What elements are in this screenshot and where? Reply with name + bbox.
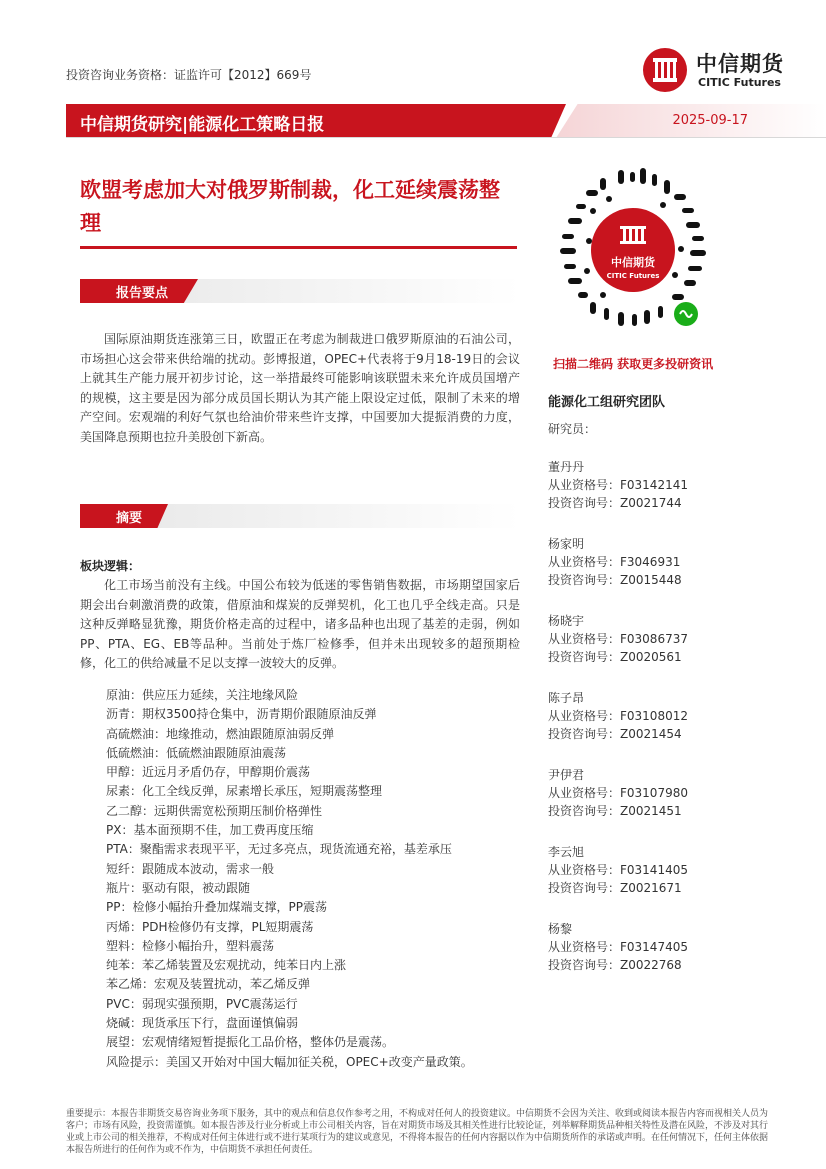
analyst-name: 杨晓宇 (548, 614, 585, 628)
analyst-entry (548, 920, 748, 974)
key-points-text: 国际原油期货连涨第三日，欧盟正在考虑为制裁进口俄罗斯原油的石油公司，市场担心这会带来供给端的扰动。彭博报道，OPEC+代表将于9月18-19日的会议上就其生产能力展开初步讨论，这一举措最终可能影响该联盟未来允许成员国增产的规模，这主要是因为部分成员国长期认为其产能上限设定过低，限制了未来的增产空间。宏观端的利好气氛也给油价带来些许支撑，中国要加大提振消费的力度，美国降息预期也拉升美股创下新高。 (80, 332, 520, 444)
report-banner (66, 104, 826, 138)
list-item: 纯苯：苯乙烯装置及宏观扰动，纯苯日内上涨 (106, 958, 347, 973)
list-item: PTA：聚酯需求表现平平，无过多亮点，现货流通充裕，基差承压 (106, 842, 452, 857)
section-tag-key-points (80, 279, 520, 303)
list-item: 瓶片：驱动有限，被动跟随 (106, 880, 251, 895)
qr-logo-en: CITIC Futures (606, 272, 660, 280)
analyst-advisory-id: 投资咨询号：Z0021454 (548, 727, 682, 741)
analyst-practice-id: 从业资格号：F03107980 (548, 786, 688, 800)
analyst-practice-id: 从业资格号：F3046931 (548, 555, 681, 569)
report-date: 2025-09-17 (672, 113, 748, 128)
analyst-name: 董丹丹 (548, 460, 585, 474)
list-item: 尿素：化工全线反弹，尿素增长承压，短期震荡整理 (106, 784, 383, 799)
report-series-title: 中信期货研究|能源化工策略日报 (80, 115, 325, 135)
sector-logic-heading: 板块逻辑： (80, 559, 141, 573)
analyst-entry (548, 843, 748, 897)
analyst-advisory-id: 投资咨询号：Z0021744 (548, 496, 682, 510)
product-view-list (106, 686, 526, 1072)
list-item: 高硫燃油：地缘推动，燃油跟随原油弱反弹 (106, 726, 335, 741)
analyst-entry (548, 535, 748, 589)
list-item: 原油：供应压力延续，关注地缘风险 (106, 688, 299, 702)
list-item: 展望：宏观情绪短暂提振化工品价格，整体仍是震荡。 (106, 1035, 395, 1050)
analyst-entry (548, 766, 748, 820)
qr-logo-cn: 中信期货 (611, 256, 655, 269)
headline: 欧盟考虑加大对俄罗斯制裁，化工延续震荡整理 (80, 178, 500, 235)
list-item: PX：基本面预期不佳，加工费再度压缩 (106, 823, 314, 838)
section-label-summary: 摘要 (116, 511, 143, 526)
analyst-practice-id: 从业资格号：F03142141 (548, 478, 688, 492)
logo-en: CITIC Futures (698, 76, 781, 89)
license-text: 投资咨询业务资格：证监许可【2012】669号 (66, 68, 312, 82)
headline-rule (80, 246, 517, 249)
section-label-key-points: 报告要点 (116, 286, 169, 301)
analyst-practice-id: 从业资格号：F03141405 (548, 863, 688, 877)
list-item: 风险提示：美国又开始对中国大幅加征关税，OPEC+改变产量政策。 (106, 1054, 473, 1069)
analyst-entry (548, 458, 748, 512)
list-item: 烧碱：现货承压下行，盘面谨慎偏弱 (106, 1016, 299, 1031)
analyst-advisory-id: 投资咨询号：Z0021451 (548, 804, 682, 818)
mini-program-qr-code[interactable] (560, 168, 706, 338)
company-logo (640, 46, 810, 94)
analyst-entry (548, 612, 748, 666)
analyst-advisory-id: 投资咨询号：Z0021671 (548, 881, 682, 895)
list-item: 甲醇：近远月矛盾仍存，甲醇期价震荡 (106, 765, 311, 780)
list-item: 乙二醇：远期供需宽松预期压制价格弹性 (106, 803, 323, 818)
list-item: PP：检修小幅抬升叠加煤端支撑，PP震荡 (106, 900, 327, 915)
list-item: PVC：弱现实强预期，PVC震荡运行 (106, 996, 298, 1011)
analyst-list (548, 458, 748, 997)
list-item: 低硫燃油：低硫燃油跟随原油震荡 (106, 745, 287, 760)
qr-caption: 扫描二维码 获取更多投研资讯 (553, 357, 714, 371)
analyst-name: 尹伊君 (548, 768, 585, 782)
list-item: 塑料：检修小幅抬升，塑料震荡 (106, 938, 275, 953)
list-item: 短纤：跟随成本波动，需求一般 (106, 861, 275, 876)
list-item: 苯乙烯：宏观及装置扰动，苯乙烯反弹 (106, 977, 311, 992)
analyst-practice-id: 从业资格号：F03147405 (548, 940, 688, 954)
disclaimer-footer: 重要提示：本报告非期货交易咨询业务项下服务，其中的观点和信息仅作参考之用，不构成对任何人的投资建议。中信期货不会因为关注、收到或阅读本报告内容而视相关人员为客户；市场有风险，投资需谨慎。如本报告涉及行业分析或上市公司相关内容，旨在对期货市场及其相关性进行比较论证，列举解释期货品种相关特性及潜在风险，不涉及对其行业或上市公司的相关推荐，不构成对任何主体进行或不进行某项行为的建议或意见，不得将本报告的任何内容据以作为中信期货所作的承诺或声明。在任何情况下，任何主体依据本报告所进行的任何作为或不作为，中信期货不承担任何责任。 (66, 1109, 769, 1155)
logo-cn: 中信期货 (696, 52, 784, 76)
analyst-practice-id: 从业资格号：F03108012 (548, 709, 688, 723)
summary-intro: 化工市场当前没有主线。中国公布较为低迷的零售销售数据，市场期望国家后期会出台刺激消费的政策，借原油和煤炭的反弹契机，化工也几乎全线走高。只是这种反弹略显犹豫，期货价格走高的过程中，诸多品种也出现了基差的走弱，例如PP、PTA、EG、EB等品种。当前处于炼厂检修季，但并未出现较多的超预期检修，化工的供给减量不足以支撑一波较大的反弹。 (80, 578, 520, 670)
analyst-name: 杨家明 (548, 537, 585, 551)
analyst-advisory-id: 投资咨询号：Z0020561 (548, 650, 682, 664)
analyst-advisory-id: 投资咨询号：Z0022768 (548, 958, 682, 972)
team-title: 能源化工组研究团队 (548, 395, 666, 410)
analyst-entry (548, 689, 748, 743)
analyst-advisory-id: 投资咨询号：Z0015448 (548, 573, 682, 587)
citic-logo-icon (640, 46, 690, 94)
analyst-name: 杨黎 (548, 922, 573, 936)
analyst-name: 陈子昂 (548, 691, 585, 705)
list-item: 丙烯：PDH检修仍有支撑，PL短期震荡 (106, 919, 314, 934)
section-tag-summary (80, 504, 520, 528)
analyst-practice-id: 从业资格号：F03086737 (548, 632, 688, 646)
analyst-name: 李云旭 (548, 845, 585, 859)
team-subtitle: 研究员： (548, 422, 597, 436)
list-item: 沥青：期权3500持仓集中，沥青期价跟随原油反弹 (106, 707, 377, 722)
